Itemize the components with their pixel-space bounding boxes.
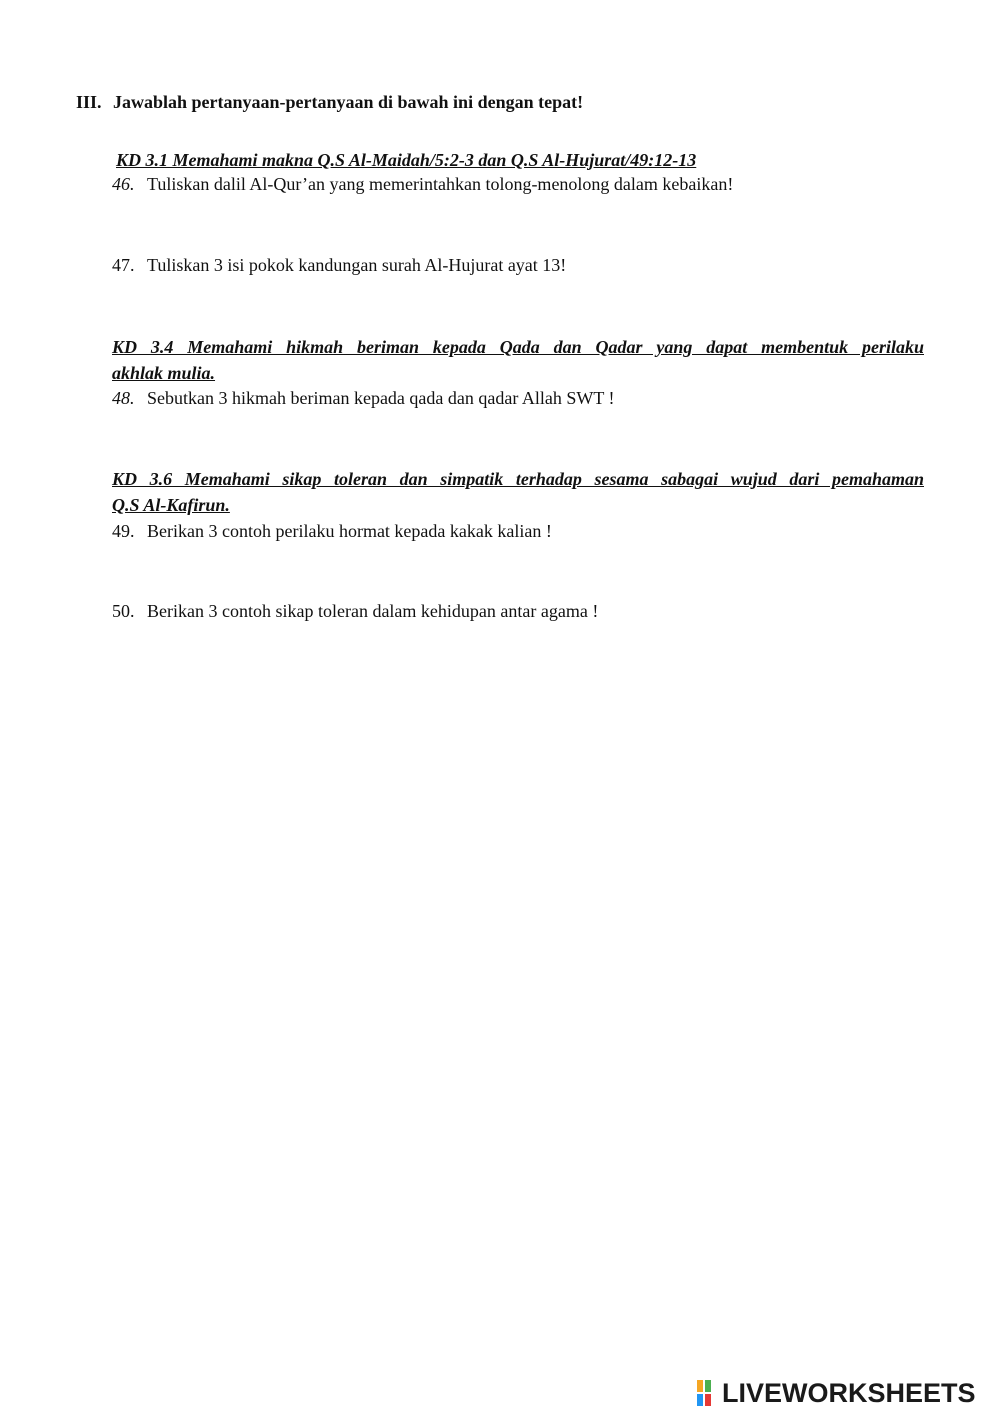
section-number: III. [76,92,102,112]
question-text: Sebutkan 3 hikmah beriman kepada qada dan qadar Allah SWT ! [147,388,615,408]
liveworksheets-logo[interactable] [697,1377,976,1409]
kd-heading-line: KD 3.6 Memahami sikap toleran dan simpatik terhadap sesama sabagai wujud dari pemahaman [112,469,924,489]
question-48 [112,388,615,409]
kd-heading-3-1: KD 3.1 Memahami makna Q.S Al-Maidah/5:2-3 dan Q.S Al-Hujurat/49:12-13 [116,150,697,170]
question-text: Tuliskan dalil Al-Qur’an yang memerintahkan tolong-menolong dalam kebaikan! [147,174,734,194]
question-number: 48. [112,388,135,408]
section-heading [76,92,583,113]
kd-heading-3-4 [112,334,924,386]
section-title: Jawablah pertanyaan-pertanyaan di bawah ini dengan tepat! [113,92,584,112]
question-text: Tuliskan 3 isi pokok kandungan surah Al-Hujurat ayat 13! [147,255,567,275]
question-text: Berikan 3 contoh perilaku hormat kepada kakak kalian ! [147,521,552,541]
question-number: 50. [112,601,135,621]
logo-icon [697,1380,719,1406]
question-49 [112,521,552,542]
kd-heading-line: akhlak mulia. [112,363,216,383]
kd-heading-line: KD 3.4 Memahami hikmah beriman kepada Qada dan Qadar yang dapat membentuk perilaku [112,337,924,357]
question-number: 46. [112,174,135,194]
kd-heading-3-6 [112,466,924,518]
question-number: 47. [112,255,135,275]
question-text: Berikan 3 contoh sikap toleran dalam kehidupan antar agama ! [147,601,599,621]
question-50 [112,601,598,622]
kd-heading-line: Q.S Al-Kafirun. [112,495,230,515]
question-47 [112,255,566,276]
question-number: 49. [112,521,135,541]
logo-text: LIVEWORKSHEETS [722,1377,976,1408]
question-46 [112,174,733,195]
